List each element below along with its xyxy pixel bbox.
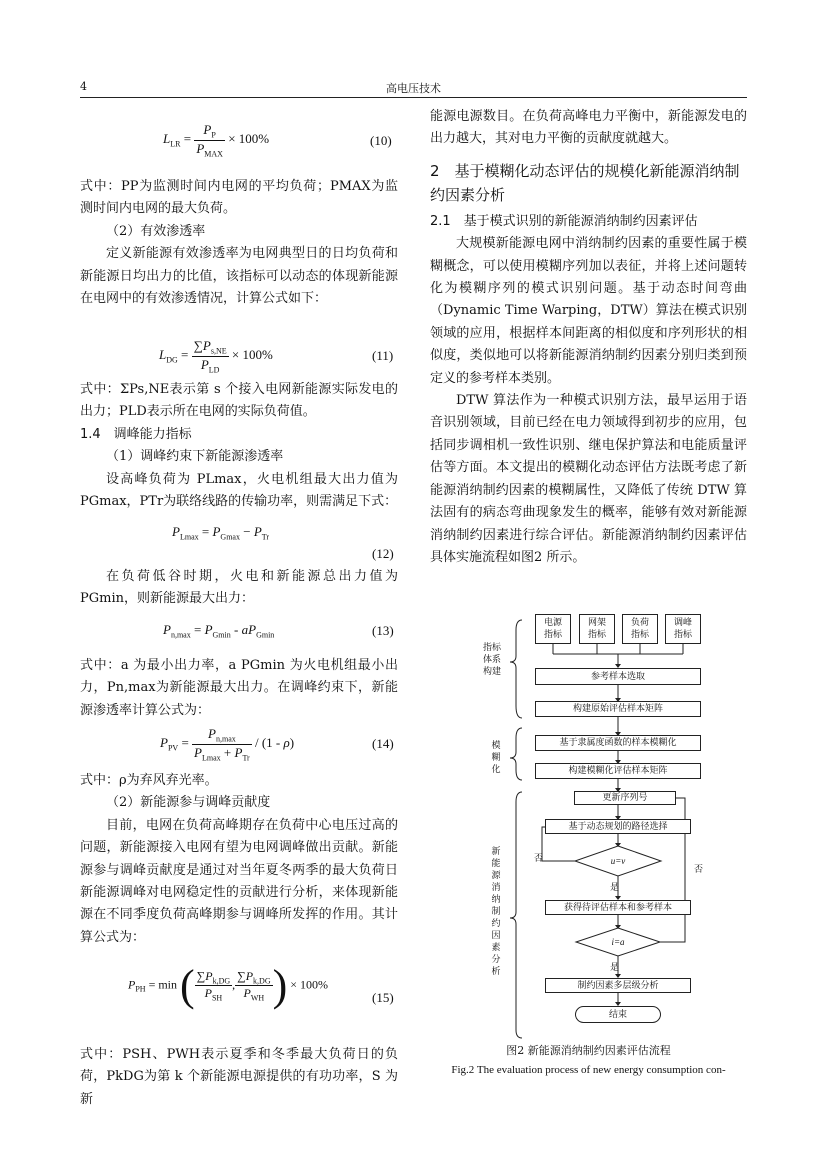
equation-12: $P_{Lmax} = P_{Gmax} - P_{Tr}$ <box>172 524 270 542</box>
box-end: 结束 <box>575 1006 661 1023</box>
box-power-index: 电源 指标 <box>535 614 571 644</box>
contribution-paragraph: 目前，电网在负荷高峰期存在负荷中心电压过高的问题，新能源接入电网有望为电网调峰做出贡献。新能源参与调峰贡献度是通过对当年夏冬两季的最大负荷日新能源调峰对电网稳定性的贡献进行分析，来体现新能源在不同季度负荷高峰期参与调峰所发挥的作用。其计算公式为： <box>80 817 398 945</box>
continued-paragraph: 能源电源数目。在负荷高峰电力平衡中，新能源发电的出力越大，其对电力平衡的贡献度就越大。 <box>430 109 747 147</box>
equation-15: $P_{PH} = \min$ ( $\frac{\sum P_{k,DG}}{P_{SH}}$ , $\frac{\sum P_{k,DG}}{P_{WH}}$ ) × 100% <box>128 961 329 1010</box>
box-load-index: 负荷 指标 <box>622 614 658 644</box>
equation-number-11: (11) <box>372 348 394 363</box>
section-2-1-paragraph-2: DTW 算法作为一种模式识别方法，最早运用于语音识别领域，目前已经在电力领域得到初步的应用，包括同步调相机一致性识别、继电保护算法和电能质量评估等方面。本文提出的模糊化动态评估方法既考虑了新能源消纳制约因素的模糊属性，又降低了传统 DTW 算法固有的病态弯曲现象发生的概率，能够有效对新能源消纳制约因素进行综合评估。新能源消纳制约因素评估具体实施流程如图2 所示。 <box>430 393 747 565</box>
box-grid-index: 网架 指标 <box>579 614 615 644</box>
equation-number-12: (12) <box>372 546 394 561</box>
box-peak-index: 调峰 指标 <box>665 614 701 644</box>
group-label-index-system: 指标 体系 构建 <box>482 643 501 677</box>
valley-load-paragraph: 在负荷低谷时期，火电和新能源总出力值为PGmin，则新能源最大出力： <box>80 569 398 607</box>
figure-caption-cn: 图2 新能源消纳制约因素评估流程 <box>506 1044 671 1057</box>
penetration-definition: 定义新能源有效渗透率为电网典型日的日均负荷和新能源日均出力的比值，该指标可以动态的体现新能源在电网中的有效渗透情况，计算公式如下： <box>80 246 398 307</box>
peak-load-paragraph: 设高峰负荷为 PLmax，火电机组最大出力值为PGmax，PTr为联络线路的传输功率，则需满足下式： <box>80 471 398 510</box>
equation-11: $L_{DG}$ = $\frac{\sum P_{s,NE}}{P_{LD}}$ × 100% <box>159 338 273 375</box>
subheading-effective-penetration: （2）有效渗透率 <box>106 223 206 239</box>
equation-number-10: (10) <box>370 133 392 148</box>
group-label-fuzzification: 模 糊 化 <box>491 741 501 775</box>
decision-1-no: 否 <box>534 854 544 864</box>
box-multi-level-analysis: 制约因素多层级分析 <box>545 978 691 993</box>
eq11-explanation: 式中：ΣPs,NE表示第 s 个接入电网新能源实际发电的出力；PLD表示所在电网的实际负荷值。 <box>80 382 398 420</box>
figure-caption-en: Fig.2 The evaluation process of new energy consumption con- <box>451 1064 726 1076</box>
subheading-peak-penetration: （1）调峰约束下新能源渗透率 <box>106 449 284 465</box>
section-1-4-heading: 1.4 调峰能力指标 <box>80 426 192 442</box>
decision-2-no: 否 <box>694 865 704 875</box>
eq14-explanation: 式中：ρ为弃风弃光率。 <box>80 773 218 788</box>
eq10-explanation: 式中：PP为监测时间内电网的平均负荷；PMAX为监测时间内电网的最大负荷。 <box>80 179 398 217</box>
flowchart-figure <box>470 600 730 1040</box>
journal-title: 高电压技术 <box>386 82 441 95</box>
equation-10: $L_{LR}$ = $\frac{P_P}{P_{MAX}}$ × 100% <box>163 122 270 159</box>
box-get-samples: 获得待评估样本和参考样本 <box>545 900 691 915</box>
section-2-heading: 2 基于模糊化动态评估的规模化新能源消纳制约因素分析 <box>430 161 740 204</box>
box-dp-path: 基于动态规划的路径选择 <box>545 819 691 834</box>
box-membership-fuzzify: 基于隶属度函数的样本模糊化 <box>535 735 701 751</box>
decision-1-label: u=v <box>610 856 626 866</box>
decision-2-yes: 是 <box>610 963 620 973</box>
eq15-explanation: 式中：PSH、PWH表示夏季和冬季最大负荷日的负荷，PkDG为第 k 个新能源电源提供的有功功率，S 为新 <box>80 1047 398 1107</box>
section-2-1-heading: 2.1 基于模式识别的新能源消纳制约因素评估 <box>430 213 698 229</box>
box-reference-sample: 参考样本选取 <box>535 668 701 685</box>
group-label-analysis: 新 能 源 消 纳 制 约 因 素 分 析 <box>491 847 501 977</box>
section-2-1-paragraph-1: 大规模新能源电网中消纳制约因素的重要性属于模糊概念，可以使用模糊序列加以表征，并将上述问题转化为模糊序列的模式识别问题。基于动态时间弯曲（Dynamic Time Warping，DTW）算法在模式识别领域的应用，根据样本间距离的相似度和序列形状的相似度，类似地可以将新能源消纳制约因素分别归类到预定义的参考样本类别。 <box>430 236 747 386</box>
equation-14: $P_{PV}$ = $\frac{P_{n,max}}{P_{Lmax} + P_{Tr}}$ / (1 - ρ) <box>160 726 295 763</box>
equation-number-13: (13) <box>372 623 394 638</box>
box-update-sequence: 更新序列号 <box>574 791 676 805</box>
decision-1-yes: 是 <box>610 883 620 893</box>
subheading-peak-contribution: （2）新能源参与调峰贡献度 <box>106 795 271 811</box>
header-rule <box>80 97 747 98</box>
equation-number-14: (14) <box>372 736 394 751</box>
decision-2-label: i=a <box>611 937 625 947</box>
page-number: 4 <box>80 80 87 93</box>
box-original-matrix: 构建原始评估样本矩阵 <box>535 701 701 717</box>
equation-number-15: (15) <box>372 990 394 1005</box>
equation-13: $P_{n,max} = P_{Gmin} - aP_{Gmin}$ <box>163 622 275 640</box>
box-fuzzy-matrix: 构建模糊化评估样本矩阵 <box>535 763 701 779</box>
eq13-explanation: 式中：a 为最小出力率，a PGmin 为火电机组最小出力，Pn,max为新能源最大出力。在调峰约束下，新能源渗透率计算公式为： <box>80 658 398 718</box>
